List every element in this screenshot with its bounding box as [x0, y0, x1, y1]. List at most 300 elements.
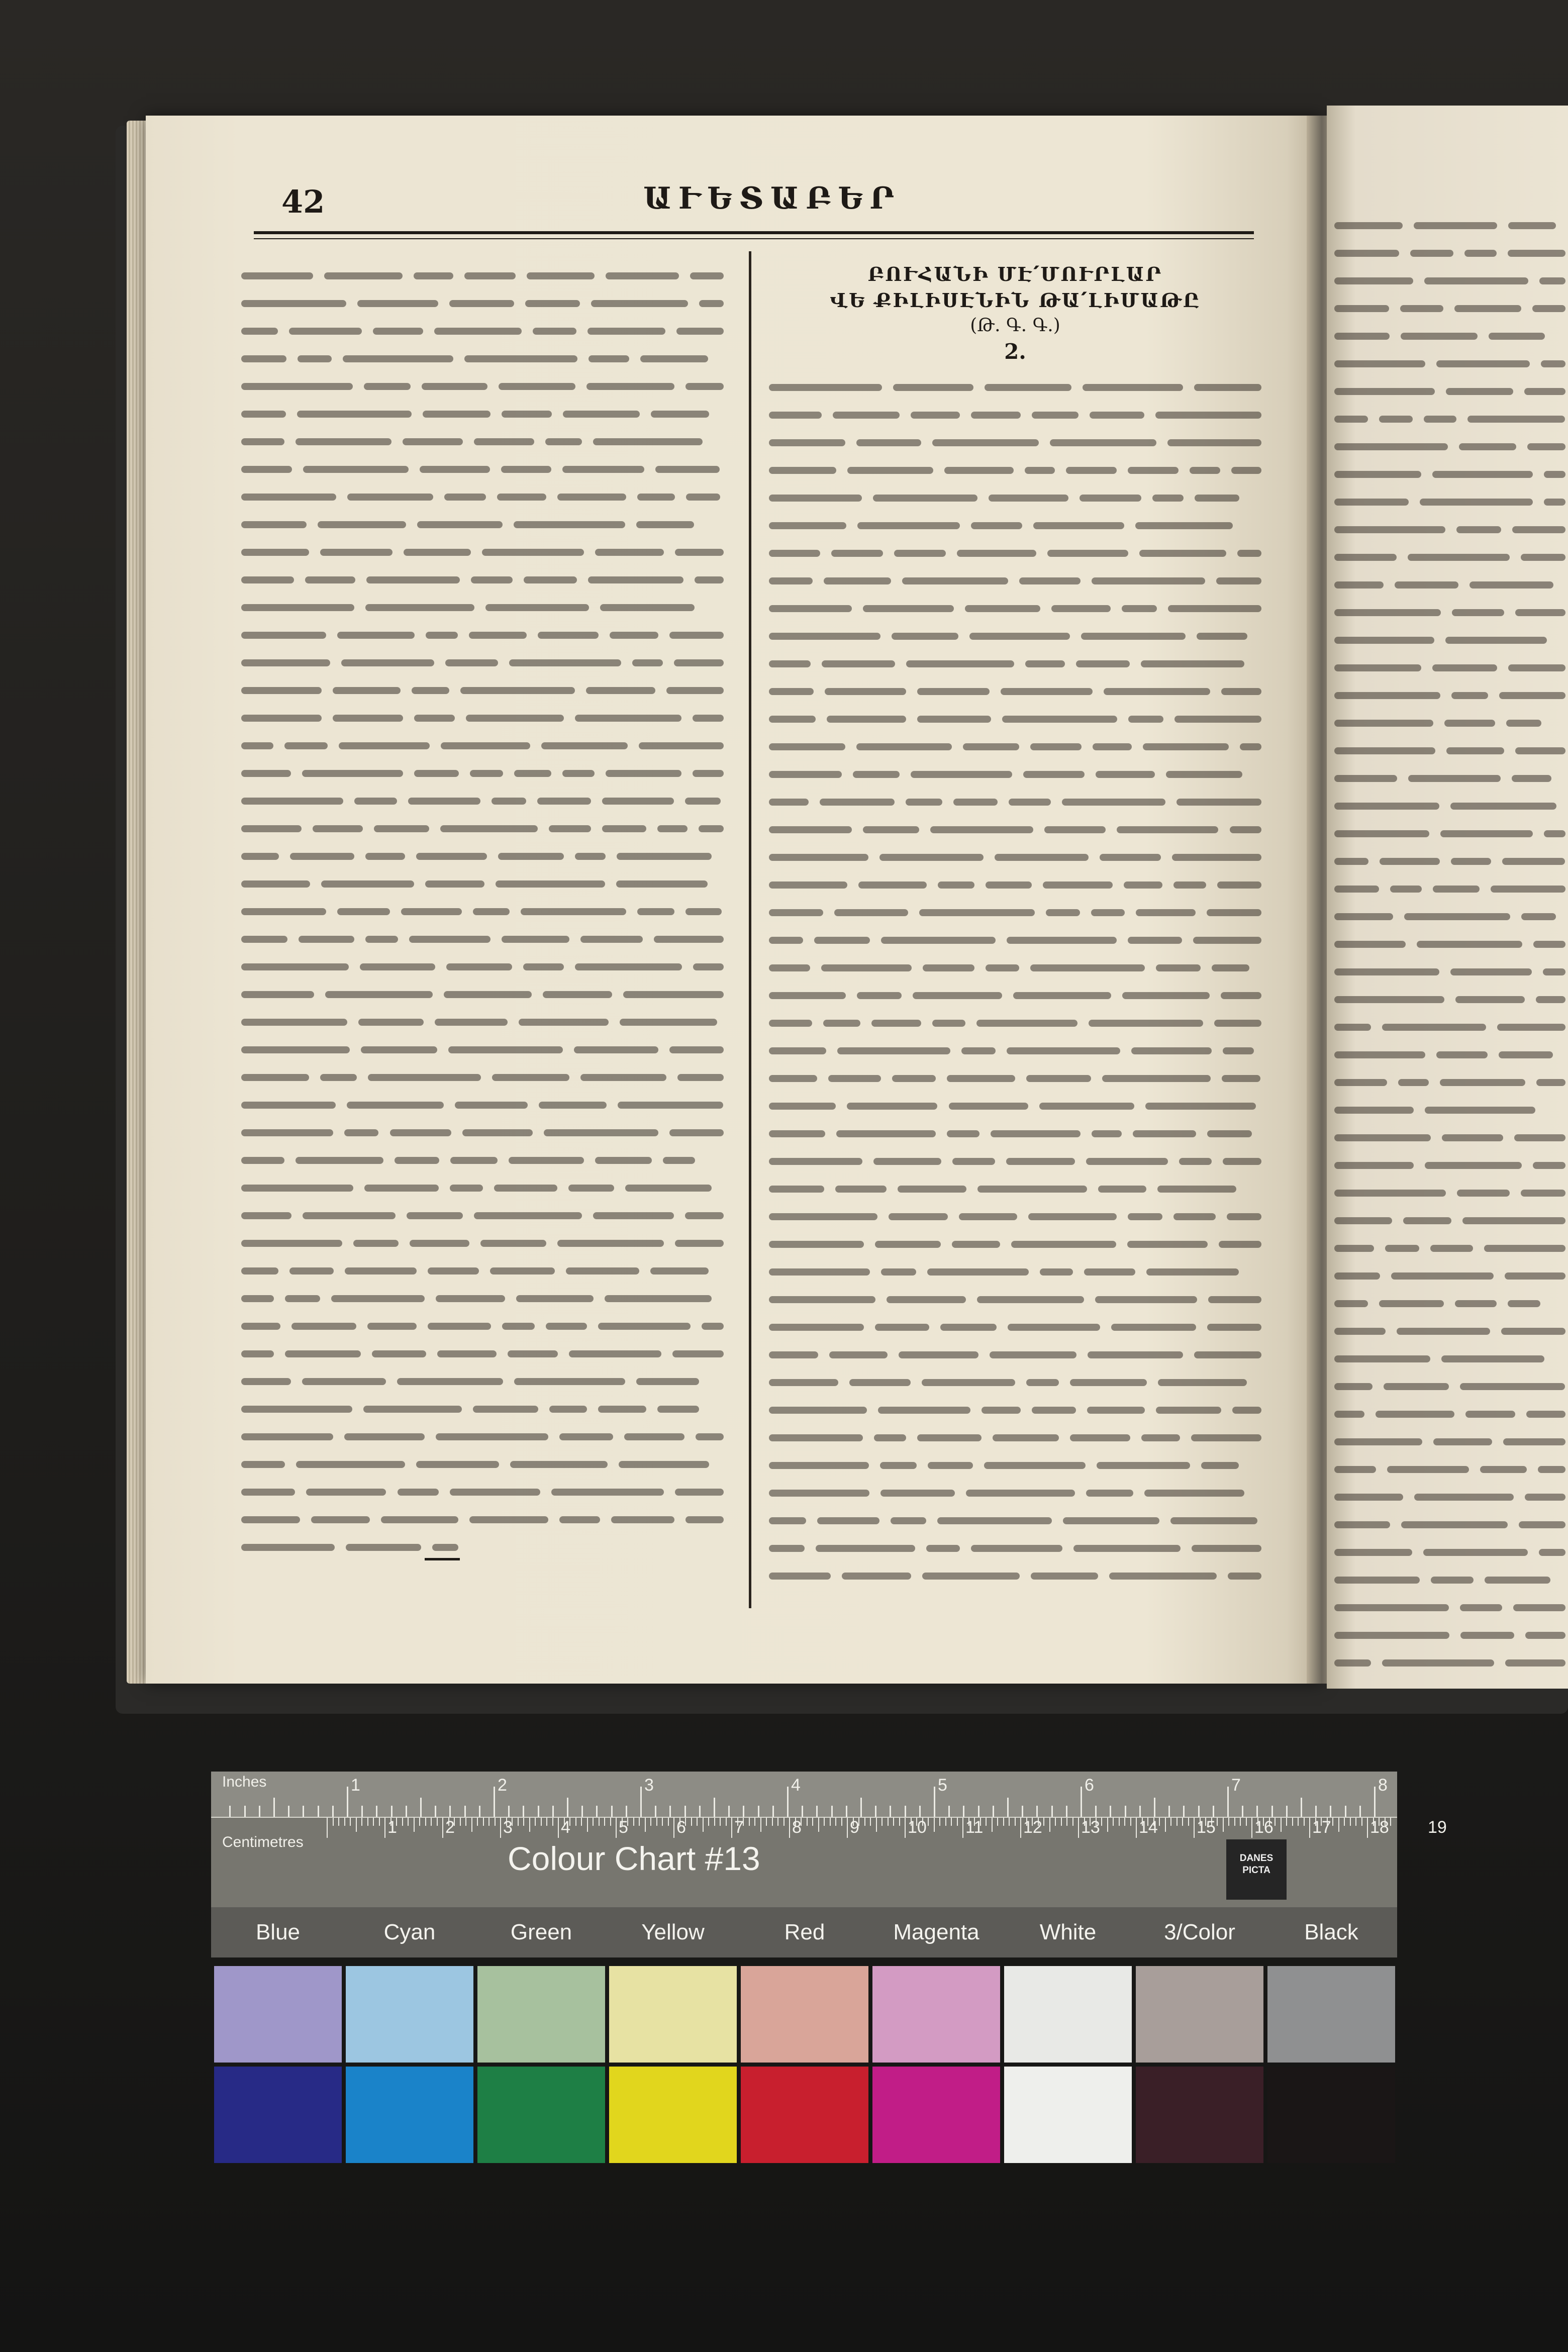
word-shape — [769, 743, 845, 750]
word-shape — [337, 632, 415, 639]
cm-tick — [703, 1818, 704, 1832]
word-shape — [769, 1020, 812, 1027]
word-shape — [593, 438, 702, 445]
word-shape — [499, 383, 576, 390]
word-shape — [971, 412, 1021, 419]
word-shape — [1221, 992, 1261, 999]
cm-tick — [992, 1818, 993, 1832]
inch-tick — [1168, 1806, 1170, 1817]
word-shape — [241, 1295, 274, 1302]
inch-tick — [1213, 1806, 1214, 1817]
word-shape — [1543, 968, 1565, 975]
cm-tick — [957, 1818, 958, 1826]
word-shape — [1194, 1351, 1261, 1358]
word-shape — [875, 1241, 941, 1248]
word-shape — [1334, 1079, 1387, 1086]
word-shape — [420, 466, 490, 473]
word-shape — [432, 1544, 458, 1551]
article-title-line2: ՎԵ ՔԻԼԻՍԷՆԻՆ ԹԱ՛ԼԻՄԱԹԸ — [830, 289, 1201, 312]
word-shape — [1104, 688, 1210, 695]
word-shape — [1450, 803, 1556, 810]
word-shape — [241, 494, 336, 501]
word-shape — [360, 963, 435, 970]
word-shape — [241, 1323, 280, 1330]
word-shape — [305, 576, 355, 583]
word-shape — [559, 1516, 600, 1523]
cm-tick — [645, 1818, 646, 1832]
word-shape — [917, 688, 990, 695]
swatch-light — [872, 1966, 1000, 2063]
word-shape — [544, 1129, 658, 1136]
word-shape — [347, 494, 433, 501]
word-shape — [892, 1075, 936, 1082]
word-shape — [618, 1102, 723, 1109]
word-shape — [580, 936, 643, 943]
text-column-left — [241, 261, 724, 1560]
swatch-dark — [741, 2067, 868, 2163]
word-shape — [575, 963, 682, 970]
word-shape — [284, 742, 328, 749]
word-shape — [428, 1267, 479, 1275]
word-shape — [1387, 1466, 1469, 1473]
cm-tick — [951, 1818, 952, 1826]
text-line — [241, 1118, 724, 1146]
word-shape — [559, 1433, 613, 1440]
word-shape — [636, 521, 694, 528]
inch-tick — [581, 1806, 583, 1817]
word-shape — [508, 1350, 557, 1357]
text-line — [769, 594, 1261, 622]
cm-number: 17 — [1312, 1818, 1331, 1837]
word-shape — [1219, 1241, 1261, 1248]
text-line — [241, 1146, 724, 1173]
word-shape — [464, 355, 577, 362]
text-line — [1334, 902, 1565, 930]
word-shape — [1173, 881, 1207, 889]
inch-tick — [787, 1787, 789, 1817]
word-shape — [422, 383, 487, 390]
cm-number: 13 — [1081, 1818, 1100, 1837]
word-shape — [835, 1186, 887, 1193]
word-shape — [296, 1461, 405, 1468]
cm-number: 4 — [561, 1818, 570, 1837]
word-shape — [1508, 664, 1565, 671]
cm-tick — [1130, 1818, 1131, 1826]
word-shape — [857, 522, 960, 529]
word-shape — [543, 991, 612, 998]
word-shape — [769, 522, 846, 529]
cm-tick — [668, 1818, 669, 1826]
cm-tick — [1367, 1818, 1368, 1838]
word-shape — [241, 936, 287, 943]
word-shape — [1442, 1134, 1503, 1141]
inch-tick — [1301, 1798, 1302, 1817]
word-shape — [640, 355, 709, 362]
swatch-light — [1136, 1966, 1263, 2063]
word-shape — [1025, 660, 1065, 667]
word-shape — [769, 1047, 826, 1054]
cm-tick — [1043, 1818, 1044, 1826]
word-shape — [1158, 1379, 1247, 1386]
word-shape — [769, 467, 836, 474]
word-shape — [1502, 858, 1565, 865]
word-shape — [769, 716, 816, 723]
cm-tick — [673, 1818, 674, 1838]
word-shape — [464, 272, 515, 279]
inch-tick — [479, 1806, 480, 1817]
word-shape — [675, 549, 724, 556]
word-shape — [969, 633, 1070, 640]
inch-tick — [640, 1787, 642, 1817]
word-shape — [655, 466, 720, 473]
word-shape — [769, 1158, 862, 1165]
text-line — [1334, 405, 1565, 432]
word-shape — [241, 1102, 336, 1109]
word-shape — [1460, 1604, 1502, 1611]
word-shape — [589, 355, 629, 362]
word-shape — [1334, 830, 1429, 837]
word-shape — [1334, 1466, 1376, 1473]
word-shape — [873, 495, 977, 502]
inch-number: 1 — [351, 1776, 360, 1795]
word-shape — [595, 1157, 652, 1164]
word-shape — [1222, 1075, 1260, 1082]
word-shape — [1046, 909, 1080, 916]
word-shape — [1092, 1130, 1122, 1137]
word-shape — [241, 1406, 352, 1413]
inch-tick — [1330, 1806, 1331, 1817]
word-shape — [971, 522, 1023, 529]
cm-tick — [876, 1818, 877, 1832]
word-shape — [1156, 964, 1201, 971]
cm-tick — [1113, 1818, 1114, 1826]
word-shape — [1098, 1186, 1146, 1193]
word-shape — [963, 743, 1019, 750]
word-shape — [588, 576, 683, 583]
word-shape — [1433, 886, 1480, 893]
word-shape — [425, 880, 484, 888]
article-subtitle: (Թ. Գ. Գ.) — [970, 315, 1060, 336]
inch-tick — [993, 1806, 994, 1817]
word-shape — [619, 1461, 709, 1468]
word-shape — [1100, 854, 1161, 861]
word-shape — [374, 825, 429, 832]
word-shape — [434, 328, 522, 335]
word-shape — [930, 826, 1033, 833]
inch-tick — [273, 1798, 275, 1817]
word-shape — [364, 383, 410, 390]
word-shape — [769, 633, 880, 640]
text-line — [1334, 1040, 1565, 1068]
text-line — [769, 1257, 1261, 1285]
word-shape — [440, 825, 538, 832]
text-line — [769, 732, 1261, 760]
word-shape — [685, 1212, 724, 1219]
word-shape — [1002, 716, 1117, 723]
article-title-line1: ԲՈՒՀԱՆԻ ՄԷ՛ՄՈՒՐԼԱՐ — [867, 263, 1163, 285]
inch-tick — [772, 1806, 774, 1817]
word-shape — [1001, 688, 1093, 695]
word-shape — [1136, 909, 1196, 916]
word-shape — [480, 1240, 546, 1247]
cm-tick — [414, 1818, 415, 1832]
inch-number: 2 — [498, 1776, 507, 1795]
word-shape — [965, 605, 1040, 612]
word-shape — [241, 1185, 353, 1192]
word-shape — [873, 1158, 941, 1165]
word-shape — [1039, 1103, 1134, 1110]
word-shape — [1334, 277, 1413, 284]
text-line — [241, 1422, 724, 1450]
text-line — [1334, 294, 1565, 322]
text-line — [769, 953, 1261, 981]
text-line — [1334, 653, 1565, 681]
header-rule-thin — [254, 238, 1254, 239]
word-shape — [436, 1433, 548, 1440]
word-shape — [562, 770, 595, 777]
word-shape — [769, 688, 814, 695]
swatch-light — [477, 1966, 605, 2063]
word-shape — [676, 328, 724, 335]
word-shape — [569, 1350, 662, 1357]
word-shape — [922, 1573, 1020, 1580]
word-shape — [320, 1074, 357, 1081]
word-shape — [1452, 609, 1504, 616]
text-line — [1334, 1538, 1565, 1565]
word-shape — [1146, 1268, 1239, 1276]
word-shape — [1334, 1604, 1449, 1611]
inch-tick — [420, 1798, 422, 1817]
inch-tick — [1051, 1806, 1053, 1817]
swatch-dark — [1004, 2067, 1132, 2163]
word-shape — [769, 1379, 838, 1386]
word-shape — [1401, 1521, 1508, 1528]
word-shape — [1195, 495, 1239, 502]
cm-tick — [720, 1818, 721, 1826]
text-line — [769, 1064, 1261, 1092]
text-line — [1334, 709, 1565, 736]
word-shape — [769, 495, 862, 502]
word-shape — [825, 688, 906, 695]
word-shape — [1231, 467, 1261, 474]
word-shape — [1503, 1438, 1565, 1445]
cm-tick — [939, 1818, 940, 1826]
cm-number: 1 — [387, 1818, 397, 1837]
cm-tick — [1332, 1818, 1333, 1826]
word-shape — [881, 1268, 916, 1276]
word-shape — [1212, 964, 1250, 971]
word-shape — [241, 1019, 347, 1026]
word-shape — [1025, 467, 1055, 474]
text-line — [241, 427, 724, 455]
word-shape — [409, 936, 491, 943]
word-shape — [333, 715, 403, 722]
cm-number: 11 — [965, 1818, 984, 1837]
word-shape — [320, 549, 393, 556]
word-shape — [977, 1296, 1084, 1303]
cm-tick — [344, 1818, 345, 1826]
inch-tick — [816, 1806, 818, 1817]
word-shape — [1062, 799, 1165, 806]
word-shape — [435, 1019, 508, 1026]
word-shape — [313, 825, 362, 832]
cm-tick — [760, 1818, 761, 1832]
word-shape — [1070, 1434, 1130, 1441]
word-shape — [1515, 747, 1565, 754]
word-shape — [241, 659, 330, 666]
inch-tick — [890, 1806, 891, 1817]
word-shape — [874, 1434, 906, 1441]
word-shape — [1135, 522, 1233, 529]
text-line — [241, 261, 724, 289]
word-shape — [241, 1489, 295, 1496]
text-line — [769, 1092, 1261, 1119]
word-shape — [1508, 222, 1556, 229]
text-line — [241, 869, 724, 897]
word-shape — [1532, 305, 1565, 312]
inch-tick — [846, 1806, 847, 1817]
word-shape — [241, 1461, 285, 1468]
word-shape — [1194, 384, 1261, 391]
inch-tick — [361, 1806, 363, 1817]
word-shape — [1201, 1462, 1239, 1469]
word-shape — [600, 604, 694, 611]
word-shape — [1334, 1549, 1412, 1556]
word-shape — [1533, 1162, 1565, 1169]
word-shape — [1521, 913, 1556, 920]
word-shape — [1334, 250, 1399, 257]
word-shape — [1221, 688, 1261, 695]
word-shape — [414, 715, 455, 722]
word-shape — [1465, 1411, 1516, 1418]
word-shape — [961, 1047, 996, 1054]
word-shape — [339, 742, 429, 749]
word-shape — [331, 1295, 425, 1302]
text-line — [769, 926, 1261, 953]
word-shape — [1155, 412, 1261, 419]
text-line — [241, 897, 724, 925]
cm-tick — [541, 1818, 542, 1826]
word-shape — [1128, 467, 1179, 474]
inch-tick — [802, 1806, 803, 1817]
text-line — [769, 898, 1261, 926]
word-shape — [1334, 1217, 1392, 1224]
cm-number: 9 — [850, 1818, 859, 1837]
word-shape — [1430, 1245, 1473, 1252]
word-shape — [1536, 996, 1565, 1003]
word-shape — [1043, 881, 1113, 889]
cm-tick — [367, 1818, 368, 1826]
cm-tick — [870, 1818, 871, 1826]
word-shape — [769, 1075, 817, 1082]
word-shape — [1334, 1162, 1414, 1169]
cm-tick — [812, 1818, 813, 1826]
word-shape — [1191, 1434, 1261, 1441]
text-line — [1334, 1151, 1565, 1179]
word-shape — [449, 300, 515, 307]
word-shape — [1424, 277, 1528, 284]
text-line — [1334, 930, 1565, 957]
cm-tick — [373, 1818, 374, 1826]
word-shape — [952, 1158, 995, 1165]
text-line — [241, 1284, 724, 1312]
inch-tick — [435, 1806, 436, 1817]
cm-tick — [338, 1818, 339, 1826]
word-shape — [1197, 633, 1247, 640]
text-line — [1334, 1483, 1565, 1510]
word-shape — [494, 1185, 557, 1192]
word-shape — [984, 1462, 1086, 1469]
word-shape — [1214, 1020, 1261, 1027]
word-shape — [241, 383, 353, 390]
word-shape — [1408, 775, 1501, 782]
word-shape — [995, 854, 1089, 861]
word-shape — [482, 549, 584, 556]
cm-tick — [1124, 1818, 1125, 1826]
word-shape — [566, 1267, 640, 1275]
cm-tick — [899, 1818, 900, 1826]
word-shape — [666, 687, 724, 694]
word-shape — [1527, 443, 1565, 450]
word-shape — [1382, 1659, 1494, 1667]
text-line — [1334, 1565, 1565, 1593]
word-shape — [364, 1185, 438, 1192]
word-shape — [1216, 577, 1261, 584]
cm-tick — [1119, 1818, 1120, 1826]
word-shape — [539, 1102, 607, 1109]
word-shape — [1227, 1213, 1261, 1220]
word-shape — [490, 1267, 554, 1275]
word-shape — [1167, 439, 1261, 446]
column-divider — [749, 251, 751, 1608]
danes-picta-logo: DANES PICTA — [1226, 1839, 1287, 1900]
word-shape — [1217, 881, 1261, 889]
word-shape — [1111, 1324, 1196, 1331]
word-shape — [492, 1074, 569, 1081]
word-shape — [769, 1268, 870, 1276]
word-shape — [1334, 692, 1440, 699]
word-shape — [241, 1240, 342, 1247]
word-shape — [1230, 826, 1261, 833]
word-shape — [966, 1490, 1075, 1497]
cm-tick — [928, 1818, 929, 1826]
cm-tick — [945, 1818, 946, 1826]
text-line — [1334, 626, 1565, 653]
word-shape — [416, 1461, 499, 1468]
word-shape — [514, 770, 551, 777]
word-shape — [1166, 771, 1242, 778]
word-shape — [1128, 716, 1163, 723]
word-shape — [1334, 222, 1403, 229]
cm-tick — [1055, 1818, 1056, 1826]
word-shape — [563, 411, 640, 418]
cm-tick — [1101, 1818, 1102, 1826]
word-shape — [514, 1378, 625, 1385]
text-line — [1334, 1510, 1565, 1538]
word-shape — [423, 411, 491, 418]
cm-number: 3 — [503, 1818, 513, 1837]
word-shape — [769, 1573, 831, 1580]
word-shape — [1501, 1328, 1565, 1335]
word-shape — [769, 550, 820, 557]
word-shape — [879, 854, 984, 861]
cm-tick — [500, 1818, 501, 1838]
word-shape — [1334, 1438, 1422, 1445]
inch-tick — [552, 1806, 554, 1817]
word-shape — [241, 1350, 274, 1357]
word-shape — [1544, 830, 1565, 837]
word-shape — [241, 328, 278, 335]
